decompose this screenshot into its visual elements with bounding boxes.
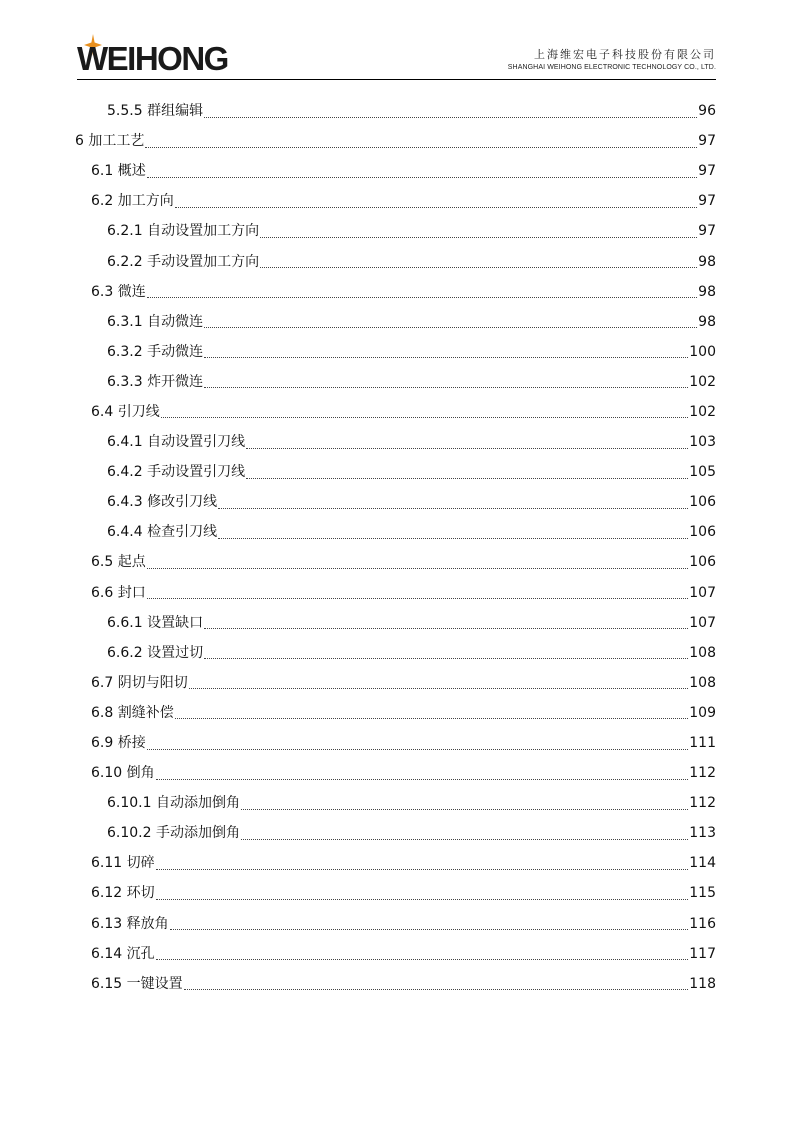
toc-entry-page-number: 112 [689, 765, 716, 782]
toc-entry[interactable] [0, 277, 793, 307]
toc-entry[interactable] [0, 487, 793, 517]
toc-entry-title: 5.5.5 群组编辑 [107, 103, 204, 120]
dot-leader [184, 989, 689, 990]
toc-entry-title: 6.8 割缝补偿 [91, 704, 174, 721]
toc-entry-page-number: 96 [698, 103, 716, 120]
dot-leader [156, 779, 689, 780]
page-header [0, 0, 793, 80]
toc-entry[interactable] [0, 698, 793, 728]
toc-entry-title: 6.3.2 手动微连 [107, 343, 204, 360]
toc-entry-title: 6.7 阴切与阳切 [91, 674, 188, 691]
toc-entry[interactable] [0, 848, 793, 878]
toc-entry-page-number: 109 [689, 704, 716, 721]
toc-entry[interactable] [0, 668, 793, 698]
toc-entry-page-number: 111 [689, 735, 716, 752]
dot-leader [175, 207, 697, 208]
toc-entry-title: 6.4 引刀线 [91, 403, 160, 420]
toc-entry[interactable] [0, 427, 793, 457]
toc-entry-title: 6.3.1 自动微连 [107, 313, 204, 330]
toc-entry-page-number: 106 [689, 524, 716, 541]
toc-entry[interactable] [0, 337, 793, 367]
dot-leader [204, 387, 688, 388]
dot-leader [204, 117, 697, 118]
dot-leader [156, 899, 689, 900]
toc-entry-page-number: 97 [698, 163, 716, 180]
toc-entry-page-number: 106 [689, 494, 716, 511]
dot-leader [260, 267, 697, 268]
toc-entry[interactable] [0, 728, 793, 758]
dot-leader [156, 959, 689, 960]
toc-entry-title: 6.2.1 自动设置加工方向 [107, 223, 260, 240]
dot-leader [260, 237, 697, 238]
toc-entry-page-number: 97 [698, 223, 716, 240]
toc-entry-page-number: 108 [689, 644, 716, 661]
toc-entry[interactable] [0, 547, 793, 577]
toc-entry[interactable] [0, 457, 793, 487]
dot-leader [145, 147, 697, 148]
toc-entry[interactable] [0, 969, 793, 999]
toc-entry[interactable] [0, 397, 793, 427]
toc-entry[interactable] [0, 186, 793, 216]
toc-entry-title: 6.4.2 手动设置引刀线 [107, 464, 246, 481]
toc-entry-title: 6.10.2 手动添加倒角 [107, 825, 240, 842]
table-of-contents [0, 96, 793, 999]
toc-entry-page-number: 102 [689, 403, 716, 420]
dot-leader [147, 568, 689, 569]
dot-leader [170, 929, 689, 930]
toc-entry-title: 6.6 封口 [91, 584, 146, 601]
toc-entry-page-number: 115 [689, 885, 716, 902]
toc-entry[interactable] [0, 758, 793, 788]
toc-entry[interactable] [0, 638, 793, 668]
dot-leader [161, 417, 689, 418]
logo-text: WEIHONG [77, 40, 228, 77]
dot-leader [204, 327, 697, 328]
toc-entry-title: 6.4.1 自动设置引刀线 [107, 434, 246, 451]
header-divider [77, 79, 716, 80]
toc-entry-title: 6.10.1 自动添加倒角 [107, 795, 240, 812]
dot-leader [204, 628, 688, 629]
toc-entry-title: 6.2.2 手动设置加工方向 [107, 253, 260, 270]
dot-leader [204, 658, 688, 659]
toc-entry-title: 6.2 加工方向 [91, 193, 174, 210]
toc-entry[interactable] [0, 517, 793, 547]
toc-entry-title: 6 加工工艺 [75, 133, 145, 150]
dot-leader [156, 869, 689, 870]
toc-entry-title: 6.5 起点 [91, 554, 146, 571]
toc-entry-page-number: 106 [689, 554, 716, 571]
toc-entry[interactable] [0, 126, 793, 156]
toc-entry[interactable] [0, 96, 793, 126]
toc-entry[interactable] [0, 246, 793, 276]
toc-entry-page-number: 103 [689, 434, 716, 451]
toc-entry-title: 6.13 释放角 [91, 915, 169, 932]
toc-entry-page-number: 113 [689, 825, 716, 842]
toc-entry-title: 6.4.3 修改引刀线 [107, 494, 218, 511]
toc-entry[interactable] [0, 939, 793, 969]
toc-entry-page-number: 97 [698, 133, 716, 150]
toc-entry[interactable] [0, 156, 793, 186]
toc-entry[interactable] [0, 909, 793, 939]
toc-entry-page-number: 98 [698, 283, 716, 300]
toc-entry-page-number: 107 [689, 614, 716, 631]
toc-entry-page-number: 98 [698, 253, 716, 270]
company-name-en: SHANGHAI WEIHONG ELECTRONIC TECHNOLOGY CO., LTD. [507, 64, 716, 71]
dot-leader [204, 357, 688, 358]
toc-entry[interactable] [0, 307, 793, 337]
toc-entry-title: 6.10 倒角 [91, 765, 155, 782]
toc-entry-page-number: 97 [698, 193, 716, 210]
toc-entry-title: 6.3 微连 [91, 283, 146, 300]
toc-entry[interactable] [0, 818, 793, 848]
toc-entry-page-number: 100 [689, 343, 716, 360]
toc-entry[interactable] [0, 788, 793, 818]
toc-entry-title: 6.11 切碎 [91, 855, 155, 872]
toc-entry-page-number: 102 [689, 373, 716, 390]
dot-leader [147, 598, 689, 599]
company-name-cn: 上海维宏电子科技股份有限公司 [534, 48, 716, 61]
dot-leader [147, 177, 697, 178]
toc-entry-page-number: 108 [689, 674, 716, 691]
toc-entry-page-number: 98 [698, 313, 716, 330]
toc-entry-page-number: 105 [689, 464, 716, 481]
toc-entry-title: 6.14 沉孔 [91, 945, 155, 962]
toc-entry[interactable] [0, 216, 793, 246]
dot-leader [246, 448, 688, 449]
toc-entry-title: 6.6.2 设置过切 [107, 644, 204, 661]
toc-entry-title: 6.3.3 炸开微连 [107, 373, 204, 390]
toc-entry[interactable] [0, 578, 793, 608]
toc-entry-title: 6.6.1 设置缺口 [107, 614, 204, 631]
toc-entry-page-number: 118 [689, 975, 716, 992]
dot-leader [241, 809, 688, 810]
toc-entry-title: 6.1 概述 [91, 163, 146, 180]
dot-leader [147, 749, 689, 750]
toc-entry-page-number: 114 [689, 855, 716, 872]
toc-entry-page-number: 112 [689, 795, 716, 812]
toc-entry-page-number: 107 [689, 584, 716, 601]
toc-entry-page-number: 116 [689, 915, 716, 932]
toc-entry[interactable] [0, 608, 793, 638]
dot-leader [246, 478, 688, 479]
toc-entry-title: 6.9 桥接 [91, 735, 146, 752]
dot-leader [189, 688, 689, 689]
toc-entry[interactable] [0, 367, 793, 397]
dot-leader [241, 839, 688, 840]
toc-entry-title: 6.15 一键设置 [91, 975, 183, 992]
dot-leader [218, 538, 688, 539]
toc-entry-title: 6.4.4 检查引刀线 [107, 524, 218, 541]
company-name-block [508, 48, 716, 73]
dot-leader [147, 297, 697, 298]
dot-leader [175, 718, 689, 719]
dot-leader [218, 508, 688, 509]
toc-entry[interactable] [0, 878, 793, 908]
toc-entry-page-number: 117 [689, 945, 716, 962]
toc-entry-title: 6.12 环切 [91, 885, 155, 902]
